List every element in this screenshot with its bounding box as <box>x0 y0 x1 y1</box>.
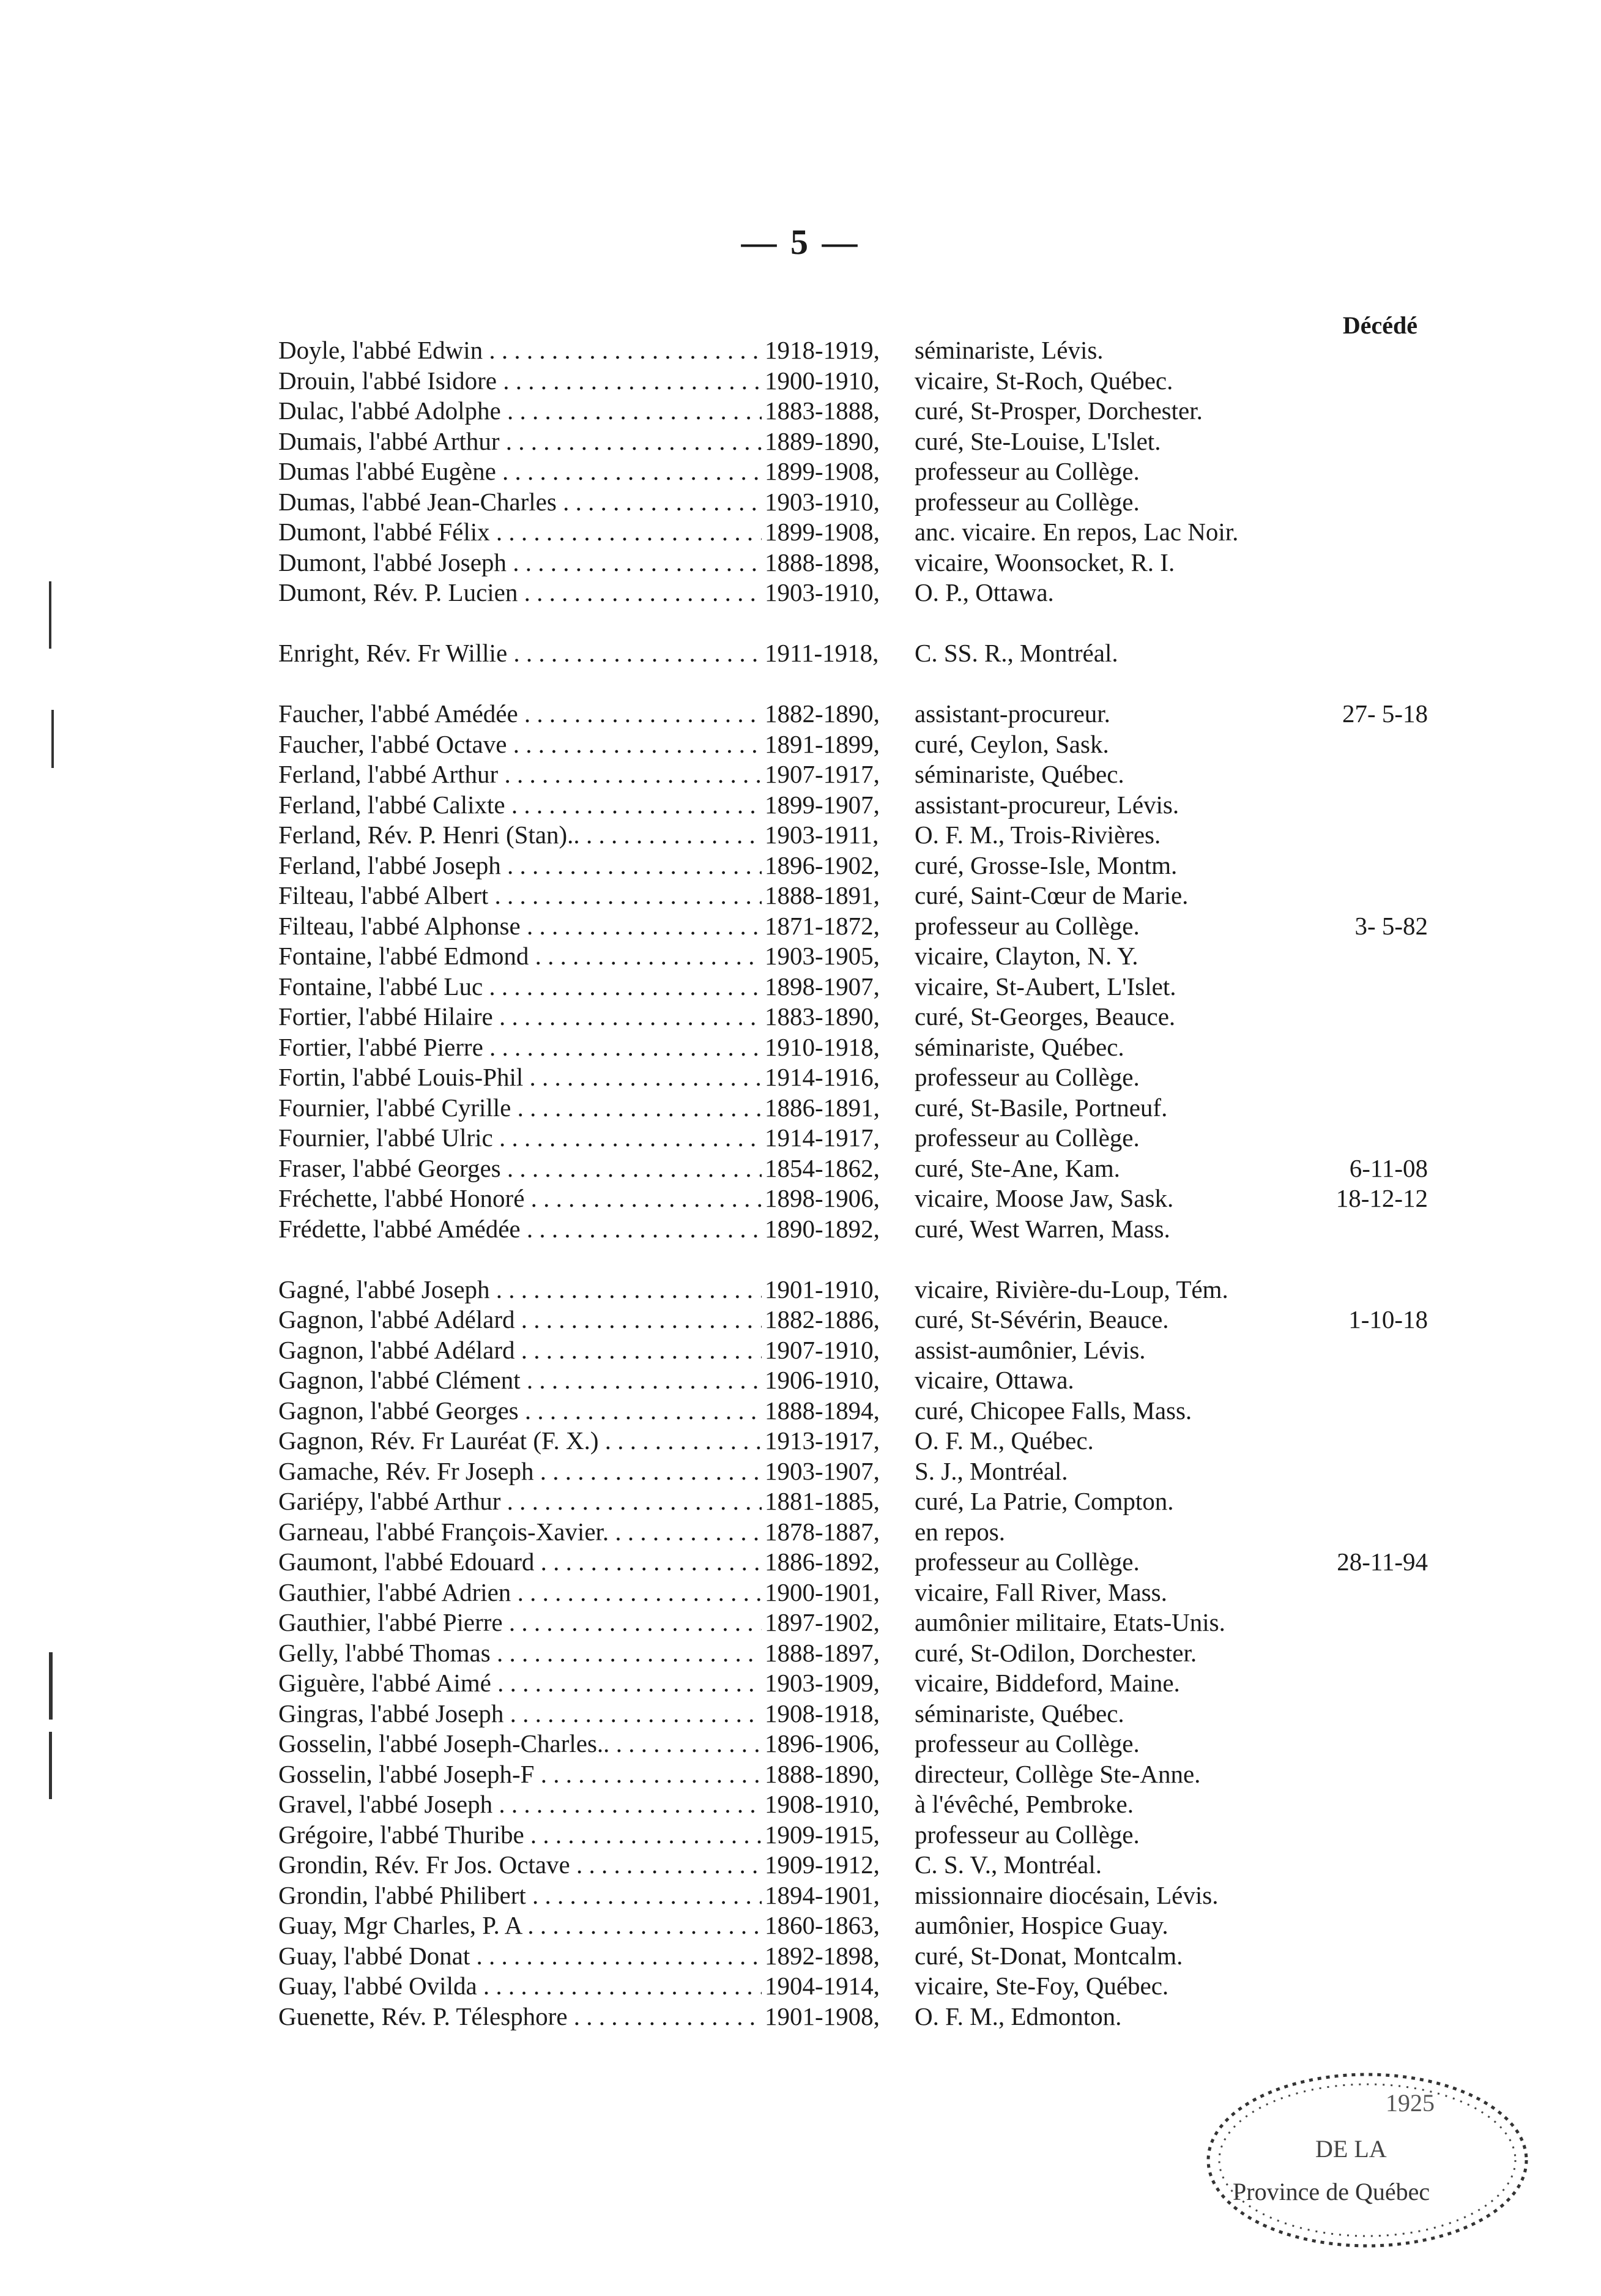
entry-years: 1886-1892, <box>765 1548 880 1576</box>
list-item <box>0 972 1601 1002</box>
list-item <box>0 1547 1601 1578</box>
list-item <box>0 1032 1601 1063</box>
entry-years: 1918-1919, <box>765 336 880 364</box>
entry-name: Guay, l'abbé Donat . . . <box>278 1941 762 1972</box>
list-item <box>0 1608 1601 1638</box>
list-item <box>0 427 1601 457</box>
entry-years: 1888-1890, <box>765 1759 880 1788</box>
entry-years: 1854-1862, <box>765 1154 880 1182</box>
margin-mark <box>49 1732 52 1799</box>
entry-years: 1894-1901, <box>765 1880 880 1909</box>
list-item <box>0 1850 1601 1880</box>
entry-name: Guay, l'abbé Ovilda . . . <box>278 1971 762 2002</box>
list-item <box>0 851 1601 881</box>
list-item <box>0 1910 1601 1941</box>
entry-detail: vicaire, Ottawa. <box>915 1366 1074 1394</box>
entry-years: 1900-1910, <box>765 366 880 395</box>
entry-years: 1896-1902, <box>765 851 880 879</box>
list-item <box>0 366 1601 397</box>
entry-name: Gravel, l'abbé Joseph . . . <box>278 1789 762 1820</box>
list-item <box>0 1154 1601 1184</box>
entry-detail: curé, St-Prosper, Dorchester. <box>915 397 1203 425</box>
list-item <box>0 1517 1601 1548</box>
entry-name: Gaumont, l'abbé Edouard . . . <box>278 1547 762 1578</box>
entry-years: 1898-1906, <box>765 1184 880 1212</box>
stamp-year: 1925 <box>1386 2089 1435 2117</box>
entry-death-date: 3- 5-82 <box>1354 911 1428 940</box>
entry-name: Gagnon, l'abbé Georges . . . <box>278 1396 762 1426</box>
entry-detail: aumônier, Hospice Guay. <box>915 1911 1168 1939</box>
entry-years: 1888-1897, <box>765 1638 880 1667</box>
entry-detail: curé, St-Sévérin, Beauce. <box>915 1305 1169 1333</box>
entry-death-date: 1-10-18 <box>1348 1305 1428 1333</box>
list-item <box>0 1335 1601 1366</box>
entry-detail: vicaire, Biddeford, Maine. <box>915 1669 1180 1697</box>
entry-years: 1911-1918, <box>765 639 879 667</box>
entry-years: 1898-1907, <box>765 972 880 1001</box>
entry-detail: O. F. M., Québec. <box>915 1426 1094 1455</box>
entry-name: Ferland, l'abbé Arthur . . . <box>278 759 762 790</box>
entry-name: Fontaine, l'abbé Luc . . . <box>278 972 762 1002</box>
list-item <box>0 2002 1601 2032</box>
list-item <box>0 1880 1601 1911</box>
entry-years: 1860-1863, <box>765 1911 880 1939</box>
list-item <box>0 790 1601 821</box>
list-item <box>0 335 1601 366</box>
list-item <box>0 457 1601 487</box>
list-item <box>0 638 1601 669</box>
entry-years: 1907-1910, <box>765 1335 880 1364</box>
stamp-de-la: DE LA <box>1315 2135 1387 2163</box>
list-item <box>0 1305 1601 1335</box>
entry-years: 1881-1885, <box>765 1487 880 1515</box>
entry-years: 1914-1917, <box>765 1124 880 1152</box>
entry-detail: curé, St-Odilon, Dorchester. <box>915 1638 1197 1667</box>
entry-name: Dumont, l'abbé Félix . . . <box>278 517 762 548</box>
entry-detail: vicaire, Fall River, Mass. <box>915 1578 1167 1606</box>
entry-years: 1907-1917, <box>765 760 880 788</box>
entry-name: Gelly, l'abbé Thomas . . . <box>278 1638 762 1669</box>
entry-detail: professeur au Collège. <box>915 1548 1140 1576</box>
entry-detail: professeur au Collège. <box>915 1063 1140 1091</box>
list-item <box>0 820 1601 851</box>
entry-years: 1906-1910, <box>765 1366 880 1394</box>
entry-name: Faucher, l'abbé Octave . . . <box>278 729 762 760</box>
list-item <box>0 1002 1601 1032</box>
entry-detail: professeur au Collège. <box>915 1124 1140 1152</box>
entry-name: Fournier, l'abbé Ulric . . . <box>278 1123 762 1154</box>
list-item <box>0 1365 1601 1396</box>
entry-detail: vicaire, Moose Jaw, Sask. <box>915 1184 1174 1212</box>
entry-name: Gagnon, l'abbé Adélard . . . <box>278 1305 762 1335</box>
entry-detail: vicaire, Rivière-du-Loup, Tém. <box>915 1275 1228 1303</box>
list-item <box>0 1093 1601 1124</box>
clergy-listing <box>0 335 1601 2032</box>
entry-detail: vicaire, Woonsocket, R. I. <box>915 548 1175 576</box>
entry-name: Fortier, l'abbé Pierre . . . <box>278 1032 762 1063</box>
entry-name: Guay, Mgr Charles, P. A . . . <box>278 1910 762 1941</box>
entry-name: Dulac, l'abbé Adolphe . . . <box>278 396 762 427</box>
entry-detail: curé, St-Donat, Montcalm. <box>915 1941 1183 1970</box>
entry-detail: S. J., Montréal. <box>915 1456 1068 1485</box>
margin-mark <box>49 1652 53 1720</box>
entry-detail: anc. vicaire. En repos, Lac Noir. <box>915 518 1239 546</box>
entry-name: Fortin, l'abbé Louis-Phil . . . <box>278 1062 762 1093</box>
entry-years: 1888-1891, <box>765 881 880 909</box>
entry-death-date: 27- 5-18 <box>1342 699 1428 728</box>
entry-years: 1896-1906, <box>765 1729 880 1757</box>
entry-death-date: 6-11-08 <box>1349 1154 1428 1182</box>
list-item <box>0 699 1601 729</box>
library-stamp <box>1190 2053 1532 2255</box>
entry-name: Gosselin, l'abbé Joseph-F . . . <box>278 1759 762 1790</box>
entry-detail: curé, St-Georges, Beauce. <box>915 1002 1176 1031</box>
list-item <box>0 1638 1601 1669</box>
entry-name: Dumont, l'abbé Joseph . . . <box>278 548 762 578</box>
entry-detail: professeur au Collège. <box>915 457 1140 485</box>
entry-name: Ferland, Rév. P. Henri (Stan).. . . . <box>278 820 762 851</box>
entry-detail: séminariste, Québec. <box>915 1699 1124 1728</box>
entry-name: Grondin, Rév. Fr Jos. Octave . . . <box>278 1850 762 1880</box>
entry-detail: curé, La Patrie, Compton. <box>915 1487 1174 1515</box>
entry-years: 1909-1915, <box>765 1820 880 1849</box>
entry-detail: curé, Ceylon, Sask. <box>915 729 1109 758</box>
entry-years: 1888-1894, <box>765 1396 880 1425</box>
entry-years: 1910-1918, <box>765 1032 880 1061</box>
list-item <box>0 396 1601 427</box>
entry-years: 1897-1902, <box>765 1608 880 1636</box>
list-item <box>0 487 1601 518</box>
entry-years: 1886-1891, <box>765 1093 880 1122</box>
entry-years: 1900-1901, <box>765 1578 880 1606</box>
list-item <box>0 1486 1601 1517</box>
list-item <box>0 1971 1601 2002</box>
entry-detail: vicaire, St-Roch, Québec. <box>915 366 1173 395</box>
entry-name: Gingras, l'abbé Joseph . . . <box>278 1699 762 1729</box>
entry-name: Dumais, l'abbé Arthur . . . <box>278 427 762 457</box>
list-item <box>0 1275 1601 1305</box>
entry-detail: aumônier militaire, Etats-Unis. <box>915 1608 1225 1636</box>
entry-detail: séminariste, Québec. <box>915 1032 1124 1061</box>
entry-detail: vicaire, Clayton, N. Y. <box>915 942 1139 970</box>
list-item <box>0 941 1601 972</box>
list-item <box>0 1789 1601 1820</box>
entry-years: 1883-1890, <box>765 1002 880 1031</box>
list-item <box>0 1729 1601 1759</box>
list-item <box>0 1759 1601 1790</box>
entry-years: 1908-1918, <box>765 1699 880 1728</box>
entry-name: Fraser, l'abbé Georges . . . <box>278 1154 762 1184</box>
entry-years: 1899-1908, <box>765 518 880 546</box>
entry-detail: curé, West Warren, Mass. <box>915 1214 1170 1243</box>
entry-years: 1903-1911, <box>765 821 879 849</box>
entry-detail: en repos. <box>915 1517 1006 1546</box>
entry-detail: curé, Ste-Ane, Kam. <box>915 1154 1120 1182</box>
entry-name: Dumas l'abbé Eugène . . . <box>278 457 762 487</box>
entry-name: Gauthier, l'abbé Pierre . . . <box>278 1608 762 1638</box>
entry-detail: professeur au Collège. <box>915 1820 1140 1849</box>
list-item <box>0 1941 1601 1972</box>
entry-name: Grégoire, l'abbé Thuribe . . . <box>278 1820 762 1851</box>
entry-name: Enright, Rév. Fr Willie . . . <box>278 638 762 669</box>
entry-detail: séminariste, Lévis. <box>915 336 1104 364</box>
entry-name: Guenette, Rév. P. Télesphore . . . <box>278 2002 762 2032</box>
entry-years: 1903-1905, <box>765 942 880 970</box>
entry-years: 1889-1890, <box>765 427 880 455</box>
entry-detail: professeur au Collège. <box>915 487 1140 516</box>
entry-detail: missionnaire diocésain, Lévis. <box>915 1880 1219 1909</box>
entry-detail: curé, Grosse-Isle, Montm. <box>915 851 1178 879</box>
entry-name: Gosselin, l'abbé Joseph-Charles.. . . . <box>278 1729 762 1759</box>
list-item <box>0 881 1601 911</box>
entry-name: Dumont, Rév. P. Lucien . . . <box>278 578 762 608</box>
entry-detail: assistant-procureur, Lévis. <box>915 790 1179 819</box>
entry-detail: à l'évêché, Pembroke. <box>915 1790 1134 1818</box>
stamp-province: Province de Québec <box>1233 2178 1430 2205</box>
deces-column-header: Décédé <box>1342 311 1417 339</box>
list-item <box>0 759 1601 790</box>
entry-detail: vicaire, St-Aubert, L'Islet. <box>915 972 1176 1001</box>
entry-name: Gagnon, l'abbé Adélard . . . <box>278 1335 762 1366</box>
entry-detail: curé, Saint-Cœur de Marie. <box>915 881 1189 909</box>
entry-death-date: 18-12-12 <box>1335 1184 1428 1212</box>
entry-detail: curé, St-Basile, Portneuf. <box>915 1093 1168 1122</box>
entry-detail: O. F. M., Edmonton. <box>915 2002 1122 2030</box>
list-item <box>0 1820 1601 1851</box>
list-item <box>0 548 1601 578</box>
entry-detail: assistant-procureur. <box>915 699 1110 728</box>
entry-name: Doyle, l'abbé Edwin . . . <box>278 335 762 366</box>
entry-name: Filteau, l'abbé Alphonse . . . <box>278 911 762 942</box>
entry-years: 1899-1908, <box>765 457 880 485</box>
entry-name: Dumas, l'abbé Jean-Charles . . . <box>278 487 762 518</box>
entry-years: 1871-1872, <box>765 911 880 940</box>
entry-name: Filteau, l'abbé Albert . . . <box>278 881 762 911</box>
margin-mark <box>49 581 51 649</box>
list-item <box>0 1214 1601 1245</box>
entry-name: Garneau, l'abbé François-Xavier. . . . <box>278 1517 762 1548</box>
entry-years: 1914-1916, <box>765 1063 880 1091</box>
entry-years: 1903-1910, <box>765 578 880 606</box>
entry-name: Gagné, l'abbé Joseph . . . <box>278 1275 762 1305</box>
entry-name: Grondin, l'abbé Philibert . . . <box>278 1880 762 1911</box>
list-item <box>0 1183 1601 1214</box>
entry-years: 1909-1912, <box>765 1851 880 1879</box>
entry-years: 1899-1907, <box>765 790 880 819</box>
entry-years: 1883-1888, <box>765 397 880 425</box>
entry-name: Gariépy, l'abbé Arthur . . . <box>278 1486 762 1517</box>
list-item <box>0 1396 1601 1426</box>
entry-years: 1882-1886, <box>765 1305 880 1333</box>
list-item <box>0 729 1601 760</box>
entry-detail: assist-aumônier, Lévis. <box>915 1335 1146 1364</box>
entry-detail: O. F. M., Trois-Rivières. <box>915 821 1161 849</box>
entry-detail: vicaire, Ste-Foy, Québec. <box>915 1972 1169 2000</box>
list-item <box>0 1123 1601 1154</box>
entry-years: 1903-1907, <box>765 1456 880 1485</box>
entry-name: Drouin, l'abbé Isidore . . . <box>278 366 762 397</box>
list-item <box>0 578 1601 608</box>
page-number: — 5 — <box>741 222 860 262</box>
entry-years: 1901-1908, <box>765 2002 880 2030</box>
entry-years: 1903-1909, <box>765 1669 880 1697</box>
entry-years: 1901-1910, <box>765 1275 880 1303</box>
entry-name: Gagnon, l'abbé Clément . . . <box>278 1365 762 1396</box>
entry-years: 1882-1890, <box>765 699 880 728</box>
list-item <box>0 1426 1601 1456</box>
entry-years: 1888-1898, <box>765 548 880 576</box>
entry-years: 1878-1887, <box>765 1517 880 1546</box>
entry-name: Gamache, Rév. Fr Joseph . . . <box>278 1456 762 1487</box>
entry-death-date: 28-11-94 <box>1337 1548 1428 1576</box>
entry-name: Gagnon, Rév. Fr Lauréat (F. X.) . . . <box>278 1426 762 1456</box>
entry-name: Ferland, l'abbé Calixte . . . <box>278 790 762 821</box>
list-item <box>0 517 1601 548</box>
entry-detail: O. P., Ottawa. <box>915 578 1054 606</box>
entry-years: 1903-1910, <box>765 487 880 516</box>
list-item <box>0 1062 1601 1093</box>
list-item <box>0 1456 1601 1487</box>
entry-detail: séminariste, Québec. <box>915 760 1124 788</box>
entry-detail: curé, Ste-Louise, L'Islet. <box>915 427 1161 455</box>
entry-detail: C. SS. R., Montréal. <box>915 639 1118 667</box>
entry-name: Faucher, l'abbé Amédée . . . <box>278 699 762 729</box>
entry-detail: professeur au Collège. <box>915 911 1140 940</box>
list-item <box>0 911 1601 942</box>
entry-name: Fournier, l'abbé Cyrille . . . <box>278 1093 762 1124</box>
entry-name: Fréchette, l'abbé Honoré . . . <box>278 1183 762 1214</box>
entry-years: 1904-1914, <box>765 1972 880 2000</box>
entry-name: Giguère, l'abbé Aimé . . . <box>278 1668 762 1699</box>
entry-years: 1890-1892, <box>765 1214 880 1243</box>
entry-name: Fortier, l'abbé Hilaire . . . <box>278 1002 762 1032</box>
entry-detail: curé, Chicopee Falls, Mass. <box>915 1396 1192 1425</box>
entry-detail: directeur, Collège Ste-Anne. <box>915 1759 1201 1788</box>
entry-name: Gauthier, l'abbé Adrien . . . <box>278 1578 762 1608</box>
entry-name: Frédette, l'abbé Amédée . . . <box>278 1214 762 1245</box>
entry-name: Ferland, l'abbé Joseph . . . <box>278 851 762 881</box>
entry-detail: C. S. V., Montréal. <box>915 1851 1102 1879</box>
entry-years: 1908-1910, <box>765 1790 880 1818</box>
entry-years: 1891-1899, <box>765 729 880 758</box>
entry-detail: professeur au Collège. <box>915 1729 1140 1757</box>
entry-years: 1913-1917, <box>765 1426 880 1455</box>
margin-mark <box>51 710 54 768</box>
entry-name: Fontaine, l'abbé Edmond . . . <box>278 941 762 972</box>
list-item <box>0 1578 1601 1608</box>
entry-years: 1892-1898, <box>765 1941 880 1970</box>
list-item <box>0 1668 1601 1699</box>
list-item <box>0 1699 1601 1729</box>
